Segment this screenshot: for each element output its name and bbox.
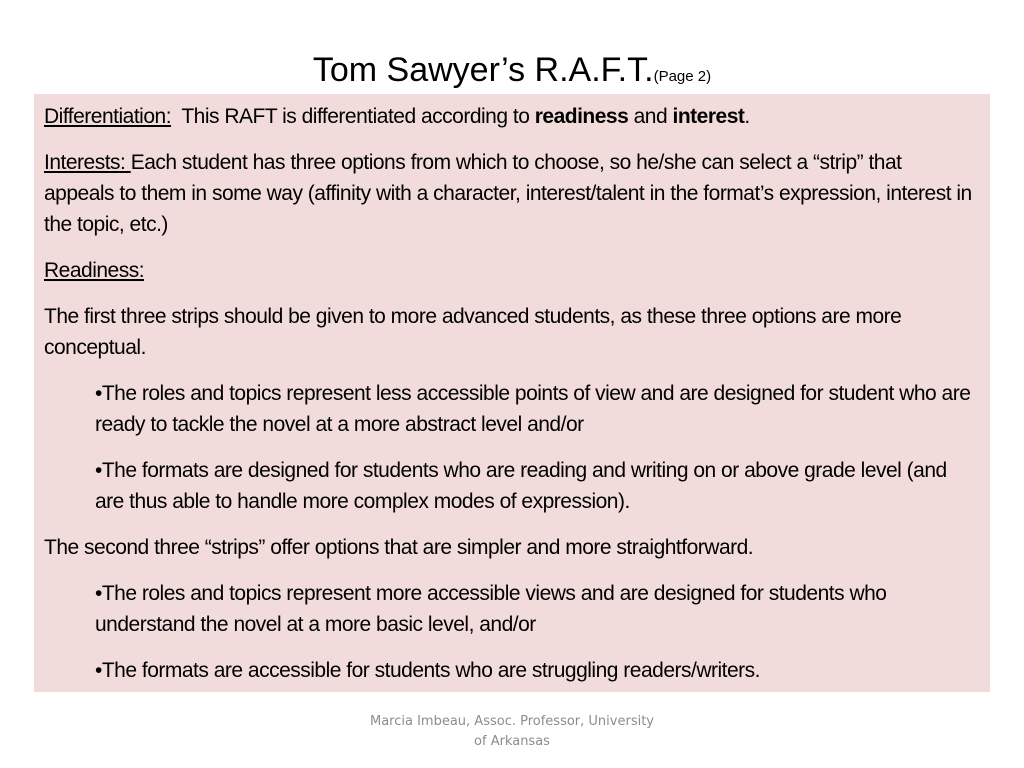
footer-line-1: Marcia Imbeau, Assoc. Professor, University <box>369 714 654 729</box>
footer-credit <box>350 712 674 752</box>
title-main: Tom Sawyer’s R.A.F.T. <box>312 51 654 89</box>
interests-text: Each student has three options from which to choose, so he/she can select a “strip” that appeals to them in some way (affinity with a character, interest/talent in the format’s expression, interest in the topic, etc.) <box>44 151 972 236</box>
readiness-label: Readiness: <box>44 259 145 282</box>
differentiation-label: Differentiation: <box>44 105 172 128</box>
footer-line-2: of Arkansas <box>474 734 550 749</box>
simpler-bullet-formats: •The formats are accessible for students who are struggling readers/writers. <box>95 659 760 682</box>
differentiation-text-before: This RAFT is differentiated according to <box>171 105 535 128</box>
title-page-indicator: (Page 2) <box>653 68 712 85</box>
differentiation-readiness-bold: readiness <box>534 105 629 128</box>
simpler-intro: The second three “strips” offer options that are simpler and more straightforward. <box>44 536 754 559</box>
advanced-intro: The first three strips should be given to more advanced students, as these three options are more conceptual. <box>44 305 902 359</box>
interests-paragraph <box>44 147 976 240</box>
advanced-bullet-formats: •The formats are designed for students who are reading and writing on or above grade level (and are thus able to handle more complex modes of expression). <box>95 459 947 513</box>
differentiation-paragraph <box>44 101 976 132</box>
readiness-heading <box>44 255 976 286</box>
advanced-bullet-roles: •The roles and topics represent less accessible points of view and are designed for student who are ready to tackle the novel at a more abstract level and/or <box>95 382 971 436</box>
differentiation-text-after: . <box>744 105 750 128</box>
differentiation-text-mid: and <box>628 105 673 128</box>
content-box <box>34 94 990 692</box>
simpler-bullet-roles: •The roles and topics represent more accessible views and are designed for students who understand the novel at a more basic level, and/or <box>95 582 887 636</box>
slide-title <box>0 50 1024 97</box>
differentiation-interest-bold: interest <box>672 105 745 128</box>
interests-label: Interests: <box>44 151 131 174</box>
